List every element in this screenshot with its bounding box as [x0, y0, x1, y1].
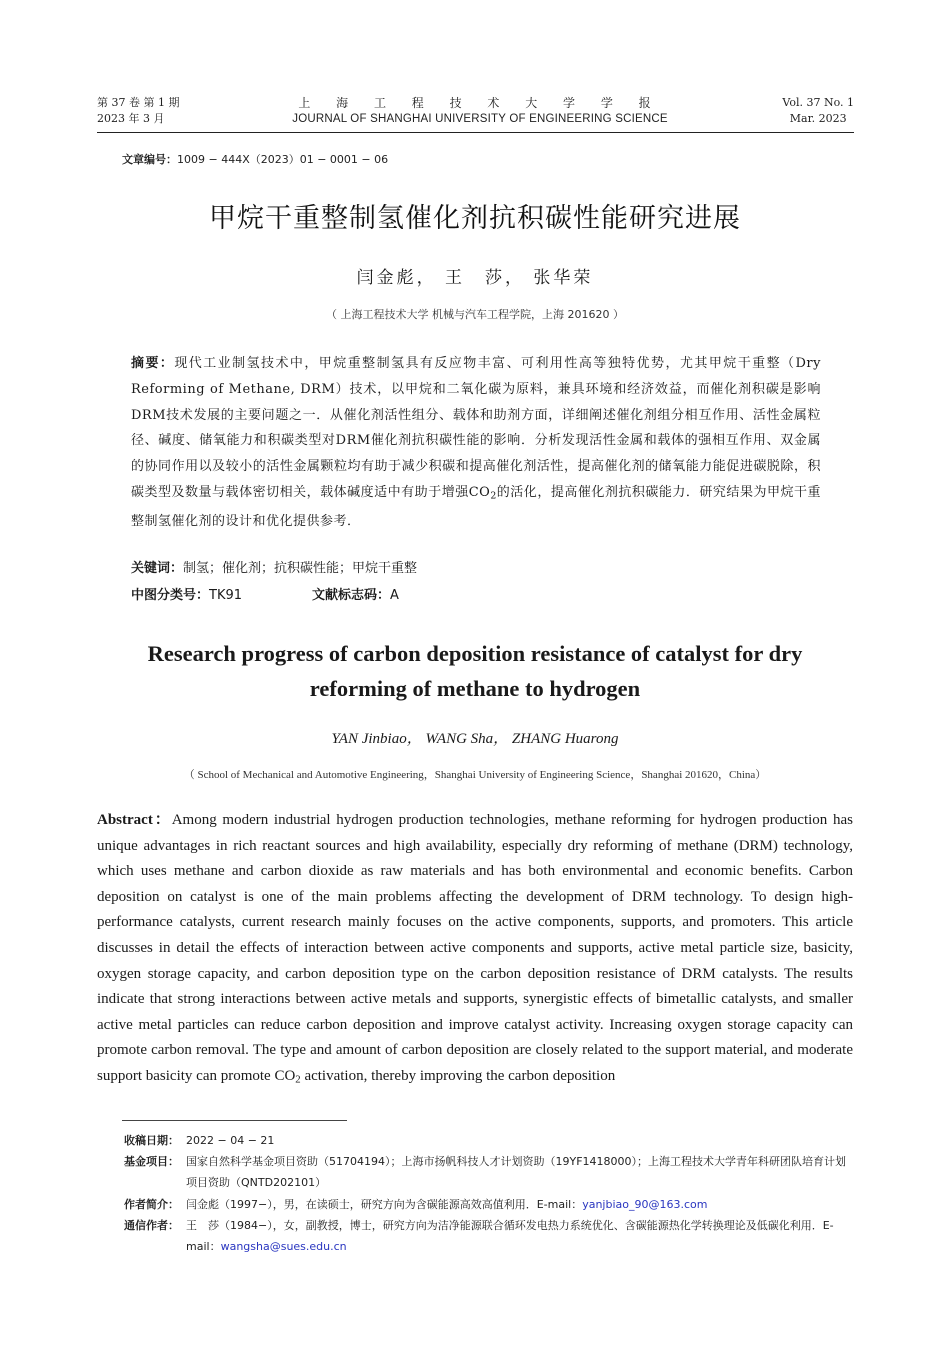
header-volume-cn	[97, 95, 179, 127]
fund-value: 国家自然科学基金项目资助（51704194）；上海市扬帆科技人才计划资助（19YF1418000）；上海工程技术大学青年科研团队培育计划项目资助（QNTD202101）	[186, 1155, 847, 1189]
article-number-value: 1009 − 444X（2023）01 − 0001 − 06	[177, 153, 389, 166]
date-cn: 2023 年 3 月	[97, 112, 165, 125]
header-rule	[97, 132, 854, 133]
cn-keywords-label: 关键词：	[131, 561, 184, 576]
date-en: Mar. 2023	[789, 112, 847, 125]
author-text: 闫金彪（1997−），男，在读硕士，研究方向为含碳能源高效高值利用．E-mail：	[186, 1198, 583, 1211]
footnote-author	[124, 1194, 856, 1215]
fund-label: 基金项目：	[124, 1155, 179, 1168]
header-volume-en	[782, 95, 854, 127]
cn-keywords-value: 制氢；催化剂；抗积碳性能；甲烷干重整	[183, 561, 418, 576]
footnote-rule	[122, 1120, 347, 1121]
cn-abstract-label: 摘要：	[131, 356, 175, 371]
cn-abstract-text-1: 现代工业制氢技术中，甲烷重整制氢具有反应物丰富、可利用性高等独特优势，尤其甲烷干重整（Dry Reforming of Methane, DRM）技术，以甲烷和二氧化碳为原料，兼具环境和经济效益，而催化剂积碳是影响DRM技术发展的主要问题之一．从催化剂活性组分、载体和助剂方面，详细阐述催化剂组分相互作用、活性金属粒径、碱度、储氧能力和积碳类型对DRM催化剂抗积碳性能的影响．分析发现活性金属和载体的强相互作用、双金属的协同作用以及较小的活性金属颗粒均有助于减少积碳和提高催化剂活性，提高催化剂的储氧能力能促进碳脱除，积碳类型及数量与载体密切相关，载体碱度适中有助于增强CO	[131, 356, 821, 500]
corr-text: 王 莎（1984−），女，副教授，博士，研究方向为洁净能源联合循环发电热力系统优化、含碳能源热化学转换理论及低碳化利用．E-mail：	[186, 1219, 834, 1253]
en-abstract	[97, 808, 853, 1093]
header-journal	[250, 95, 710, 127]
en-abstract-text-1: Among modern industrial hydrogen production technologies, methane reforming for hydrogen production has unique advantages in rich reactant sources and high availability, especially dry reforming of methane (DRM) technology, which uses methane and carbon dioxide as raw materials and has both environmental and economic benefits. Carbon deposition on catalyst is one of the main problems affecting the development of DRM technology. To design high-performance catalysts, current research mainly focuses on the active components, supports, and promoters. This article discusses in detail the effects of interaction between active components and supports, active metal particle size, basicity, oxygen storage capacity, and carbon deposition type on the carbon deposition resistance of DRM catalysts. The results indicate that strong interactions between active metals and supports, synergistic effects of bimetallic catalysts, and smaller active metal particles can reduce carbon deposition and improve catalyst activity. Increasing oxygen storage capacity can promote carbon removal. The type and amount of carbon deposition are closely related to the support material, and moderate support basicity can promote CO	[97, 812, 853, 1084]
received-value: 2022 − 04 − 21	[186, 1134, 275, 1147]
footnote-fund	[124, 1151, 856, 1193]
en-affiliation: （ School of Mechanical and Automotive Engineering，Shanghai University of Engineering Science，Shanghai 201620，China）	[183, 769, 767, 781]
received-label: 收稿日期：	[124, 1134, 179, 1147]
author-email-link[interactable]: yanjbiao_90@163.com	[582, 1198, 708, 1211]
article-number-label: 文章编号：	[122, 153, 177, 166]
article-number	[122, 151, 388, 167]
cn-classification	[131, 584, 399, 603]
en-abstract-sub: 2	[295, 1073, 301, 1086]
volume-en: Vol. 37 No. 1	[782, 96, 854, 109]
footnote-received	[124, 1130, 856, 1151]
journal-name-cn: 上 海 工 程 技 术 大 学 学 报	[298, 96, 662, 110]
corr-label: 通信作者：	[124, 1219, 179, 1232]
volume-cn: 第 37 卷 第 1 期	[97, 96, 180, 109]
doc-code-label: 文献标志码：	[312, 588, 391, 603]
cn-abstract-sub: 2	[490, 490, 497, 502]
author-label: 作者简介：	[124, 1198, 179, 1211]
clc-value: TK91	[209, 588, 243, 603]
cn-authors: 闫金彪， 王 莎， 张华荣	[356, 268, 594, 288]
cn-abstract	[131, 351, 821, 535]
en-title: Research progress of carbon deposition resistance of catalyst for dry reforming of methane to hydrogen	[147, 641, 803, 701]
corr-email-link[interactable]: wangsha@sues.edu.cn	[220, 1240, 347, 1253]
cn-title: 甲烷干重整制氢催化剂抗积碳性能研究进展	[209, 203, 741, 234]
clc-label: 中图分类号：	[131, 588, 210, 603]
doc-code-value: A	[390, 588, 399, 603]
en-authors: YAN Jinbiao， WANG Sha， ZHANG Huarong	[331, 731, 619, 747]
footnote-corresponding	[124, 1215, 856, 1257]
en-abstract-label: Abstract：	[97, 812, 172, 828]
cn-abstract-text-2: 的活化，提高催化剂抗积碳能力．研究结果为甲烷干重整制氢催化剂的设计和优化提供参考．	[131, 484, 821, 530]
journal-name-en: JOURNAL OF SHANGHAI UNIVERSITY OF ENGINEERING SCIENCE	[292, 113, 668, 125]
cn-keywords	[131, 557, 417, 576]
en-abstract-text-2: activation, thereby improving the carbon deposition	[300, 1067, 616, 1084]
cn-affiliation: （ 上海工程技术大学 机械与汽车工程学院，上海 201620 ）	[326, 308, 624, 321]
